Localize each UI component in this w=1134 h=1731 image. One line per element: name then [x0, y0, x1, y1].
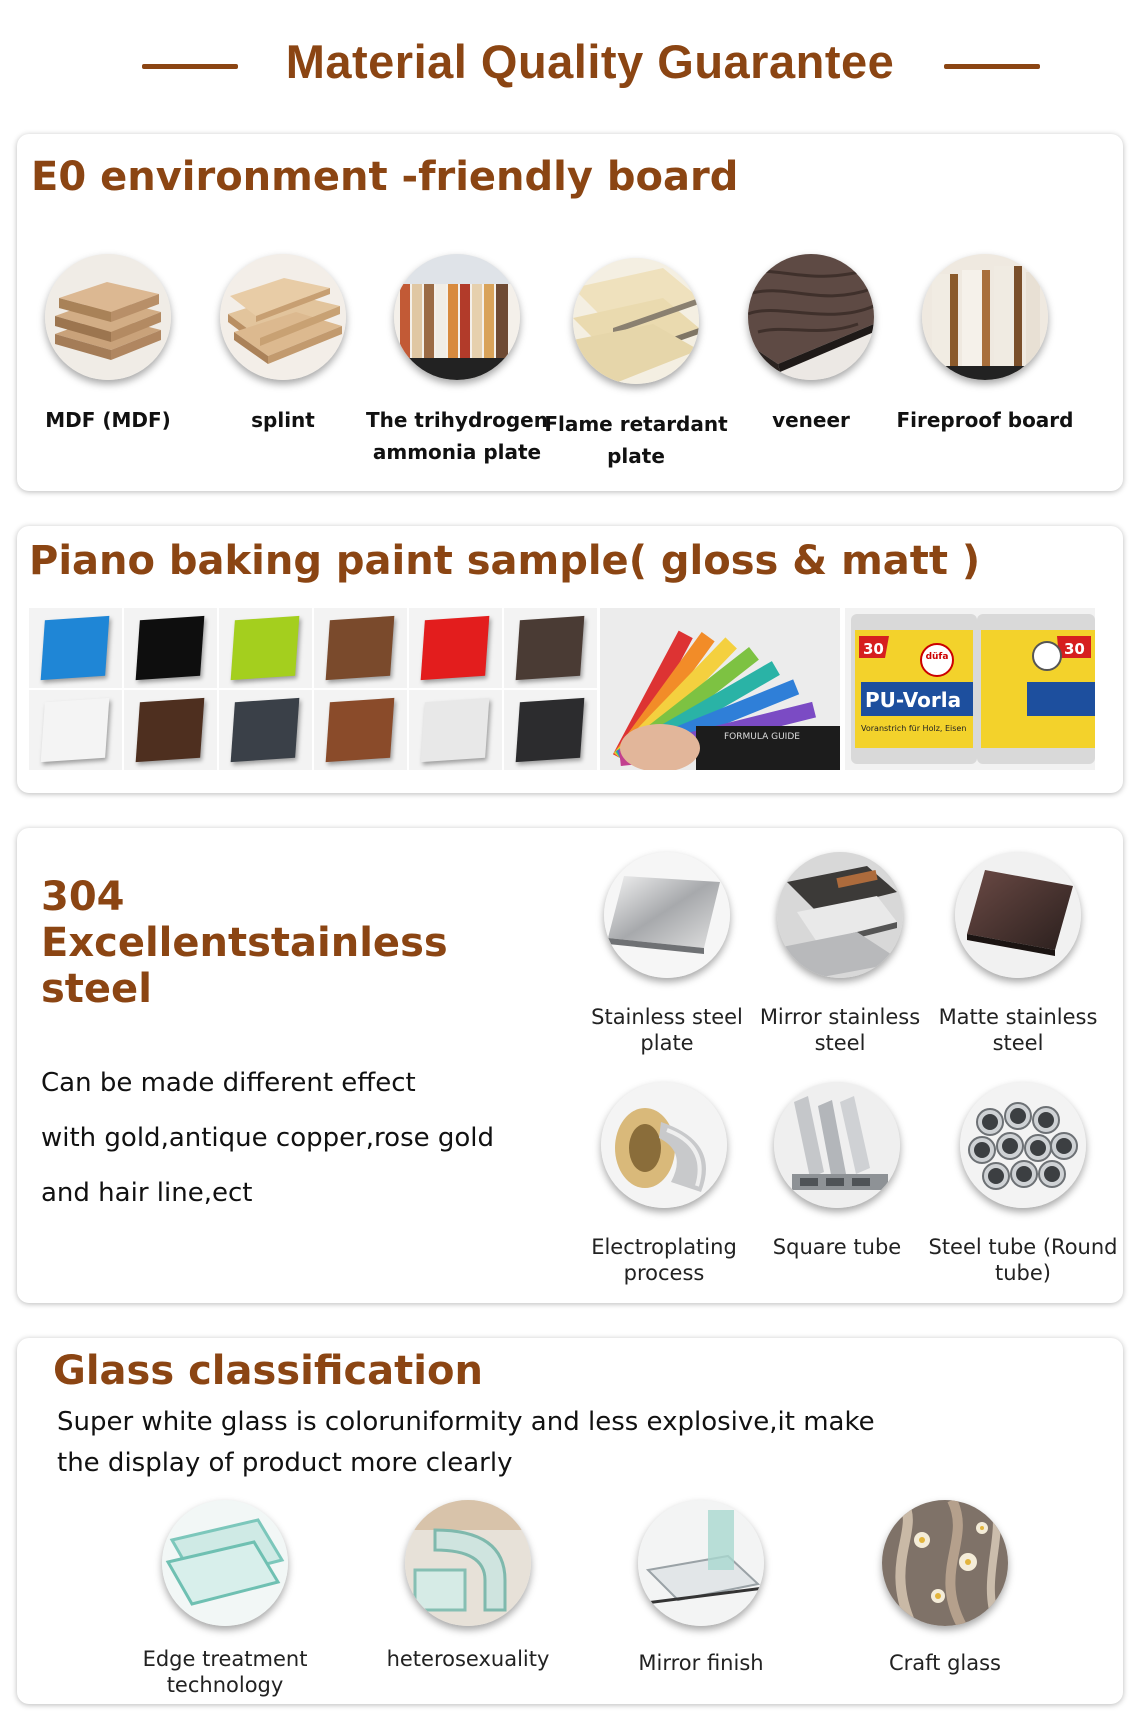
steel-description-line: Can be made different effect [41, 1068, 416, 1098]
board-item-fireproof [890, 254, 1080, 436]
steel-item-square-tube [742, 1082, 932, 1260]
steel-item-label: Mirror stainless steel [759, 1005, 921, 1055]
steel-item-plate [572, 852, 762, 1056]
board-section [17, 134, 1123, 491]
splint-board-icon [220, 254, 346, 380]
stainless-steel-plate-icon [604, 852, 730, 978]
steel-item-label: Square tube [772, 1235, 902, 1259]
trihydrogen-plate-icon [394, 254, 520, 380]
header-rule-right [944, 64, 1040, 69]
paint-swatch [219, 690, 312, 770]
board-item-label: veneer [772, 408, 850, 432]
electroplating-icon [601, 1082, 727, 1208]
board-item-label: MDF (MDF) [45, 408, 171, 432]
steel-item-label: Steel tube (Round tube) [928, 1235, 1118, 1285]
paint-swatch [124, 608, 217, 688]
paint-swatch [314, 608, 407, 688]
glass-description-line: Super white glass is coloruniformity and less explosive,it make [57, 1407, 875, 1437]
paint-section [17, 526, 1123, 793]
paint-can-number: 30 [863, 640, 884, 658]
paint-swatch [314, 690, 407, 770]
glass-item-edge [130, 1500, 320, 1698]
steel-item-mirror [745, 852, 935, 1056]
page-header [0, 28, 1134, 98]
paint-swatch [504, 690, 597, 770]
paint-swatch [29, 690, 122, 770]
edge-glass-icon [162, 1500, 288, 1626]
paint-can-subtitle: Voranstrich für Holz, Eisen [861, 724, 967, 733]
craft-glass-icon [882, 1500, 1008, 1626]
board-item-label: Fireproof board [896, 408, 1074, 432]
fireproof-board-icon [922, 254, 1048, 380]
steel-item-label: Stainless steel plate [591, 1005, 743, 1055]
mdf-board-icon [45, 254, 171, 380]
glass-item-mirror [606, 1500, 796, 1676]
glass-description-line: the display of product more clearly [57, 1448, 513, 1478]
board-item-veneer [716, 254, 906, 436]
header-rule-left [142, 64, 238, 69]
square-tube-icon [774, 1082, 900, 1208]
mirror-stainless-steel-icon [777, 852, 903, 978]
color-fan-photo [600, 608, 840, 770]
steel-item-matte [923, 852, 1113, 1056]
paint-section-title: Piano baking paint sample( gloss & matt ) [29, 538, 981, 584]
page-title: Material Quality Guarantee [285, 35, 895, 88]
round-tube-icon [960, 1082, 1086, 1208]
shaped-glass-icon [405, 1500, 531, 1626]
color-fan-caption: FORMULA GUIDE [724, 732, 800, 742]
board-item-splint [188, 254, 378, 436]
board-section-title: E0 environment -friendly board [31, 154, 739, 200]
glass-section-title: Glass classification [53, 1348, 483, 1394]
glass-item-label: Edge treatment technology [142, 1647, 308, 1697]
paint-swatch [124, 690, 217, 770]
paint-swatch [29, 608, 122, 688]
board-item-label: The trihydrogen ammonia plate [365, 408, 548, 464]
steel-item-round-tube [928, 1082, 1118, 1286]
glass-item-label: Craft glass [888, 1651, 1001, 1675]
board-item-flame [541, 258, 731, 472]
steel-description-line: and hair line,ect [41, 1178, 253, 1208]
glass-section [17, 1338, 1123, 1704]
paint-swatch [409, 608, 502, 688]
glass-description [57, 1402, 1097, 1484]
board-item-trihydrogen [362, 254, 552, 468]
glass-item-shaped [373, 1500, 563, 1672]
steel-item-label: Electroplating process [591, 1235, 737, 1285]
glass-item-craft [850, 1500, 1040, 1676]
steel-section-title: 304 Excellentstainless steel [41, 874, 448, 1012]
paint-can-brand: düfa [925, 652, 949, 662]
matte-stainless-steel-icon [955, 852, 1081, 978]
glass-item-label: heterosexuality [386, 1647, 550, 1671]
paint-swatch [219, 608, 312, 688]
steel-description [41, 1056, 561, 1221]
veneer-icon [748, 254, 874, 380]
steel-section [17, 828, 1123, 1303]
steel-item-label: Matte stainless steel [938, 1005, 1098, 1055]
paint-swatch [504, 608, 597, 688]
paint-can-number: 30 [1064, 640, 1085, 658]
paint-swatch [409, 690, 502, 770]
board-item-mdf [13, 254, 203, 436]
steel-description-line: with gold,antique copper,rose gold [41, 1123, 495, 1153]
paint-cans-photo [845, 608, 1095, 770]
glass-item-label: Mirror finish [638, 1651, 764, 1675]
steel-item-electroplating [569, 1082, 759, 1286]
board-item-label: Flame retardant plate [544, 412, 728, 468]
mirror-glass-icon [638, 1500, 764, 1626]
flame-retardant-plate-icon [573, 258, 699, 384]
board-item-label: splint [251, 408, 315, 432]
paint-can-product: PU-Vorla [865, 688, 962, 712]
